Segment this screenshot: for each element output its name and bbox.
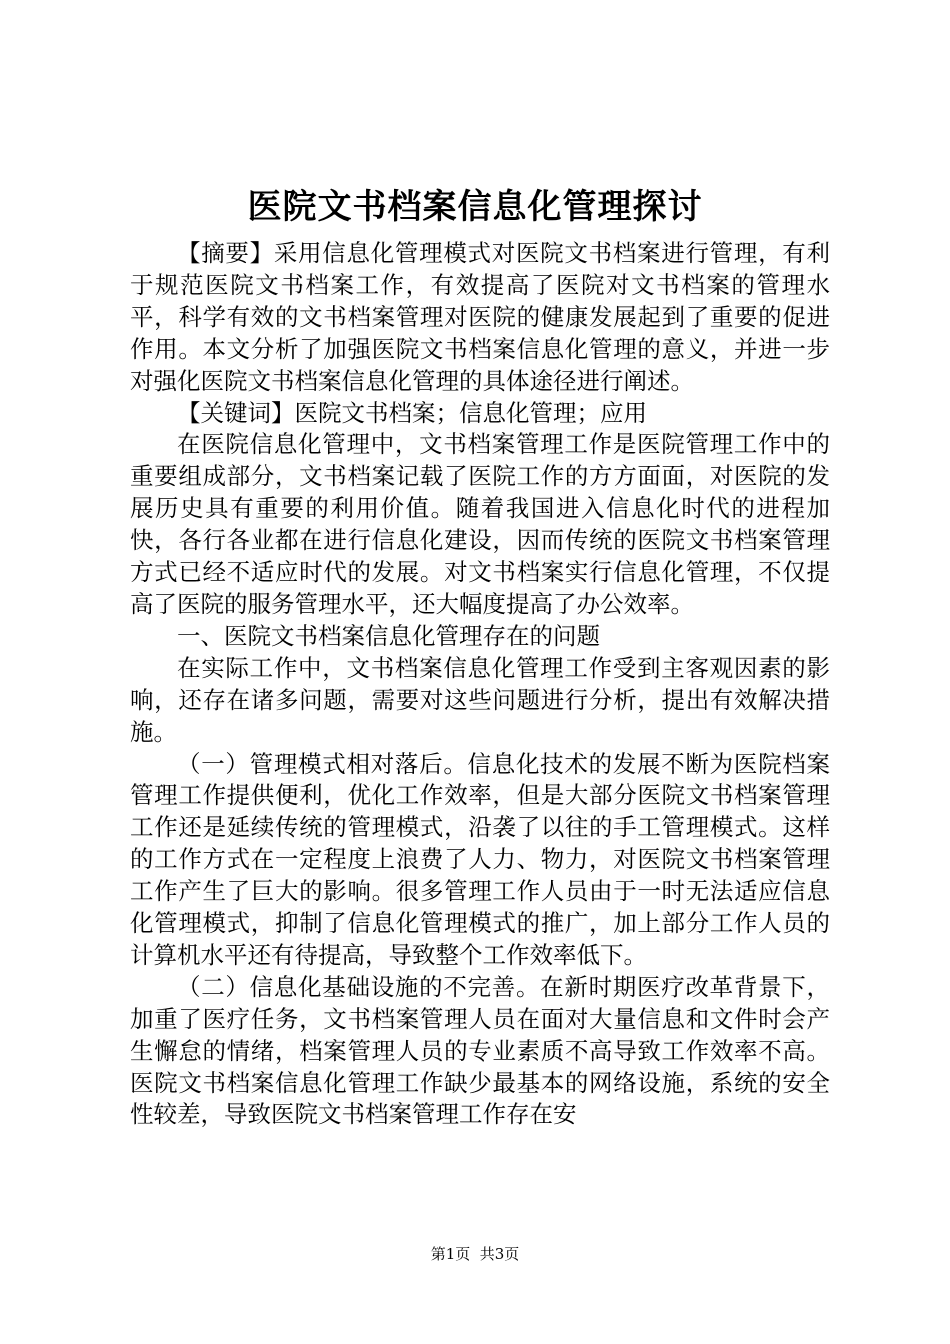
page-number-label: 第1页 共3页 — [430, 1245, 520, 1263]
document-body — [130, 238, 830, 1131]
subsection-1-paragraph: （一）管理模式相对落后。信息化技术的发展不断为医院档案管理工作提供便利，优化工作效率，但是大部分医院文书档案管理工作还是延续传统的管理模式，沿袭了以往的手工管理模式。这样的工作方式在一定程度上浪费了人力、物力，对医院文书档案管理工作产生了巨大的影响。很多管理工作人员由于一时无法适应信息化管理模式，抑制了信息化管理模式的推广，加上部分工作人员的计算机水平还有待提高，导致整个工作效率低下。 — [130, 749, 830, 969]
keywords-paragraph: 【关键词】医院文书档案；信息化管理；应用 — [177, 398, 647, 427]
document-title: 医院文书档案信息化管理探讨 — [247, 187, 703, 227]
subsection-2-paragraph: （二）信息化基础设施的不完善。在新时期医疗改革背景下，加重了医疗任务，文书档案管理人员在面对大量信息和文件时会产生懈怠的情绪，档案管理人员的专业素质不高导致工作效率不高。医院文书档案信息化管理工作缺少最基本的网络设施，系统的安全性较差，导致医院文书档案管理工作存在安 — [130, 972, 830, 1129]
page-footer — [0, 1244, 950, 1264]
abstract-paragraph: 【摘要】采用信息化管理模式对医院文书档案进行管理，有利于规范医院文书档案工作，有效提高了医院对文书档案的管理水平，科学有效的文书档案管理对医院的健康发展起到了重要的促进作用。本文分析了加强医院文书档案信息化管理的意义，并进一步对强化医院文书档案信息化管理的具体途径进行阐述。 — [130, 239, 830, 395]
section-heading-1: 一、医院文书档案信息化管理存在的问题 — [177, 621, 600, 650]
section-1-intro-paragraph: 在实际工作中，文书档案信息化管理工作受到主客观因素的影响，还存在诸多问题，需要对这些问题进行分析，提出有效解决措施。 — [130, 653, 830, 746]
intro-paragraph: 在医院信息化管理中，文书档案管理工作是医院管理工作中的重要组成部分，文书档案记载了医院工作的方方面面，对医院的发展历史具有重要的利用价值。随着我国进入信息化时代的进程加快，各行各业都在进行信息化建设，因而传统的医院文书档案管理方式已经不适应时代的发展。对文书档案实行信息化管理，不仅提高了医院的服务管理水平，还大幅度提高了办公效率。 — [130, 430, 830, 618]
